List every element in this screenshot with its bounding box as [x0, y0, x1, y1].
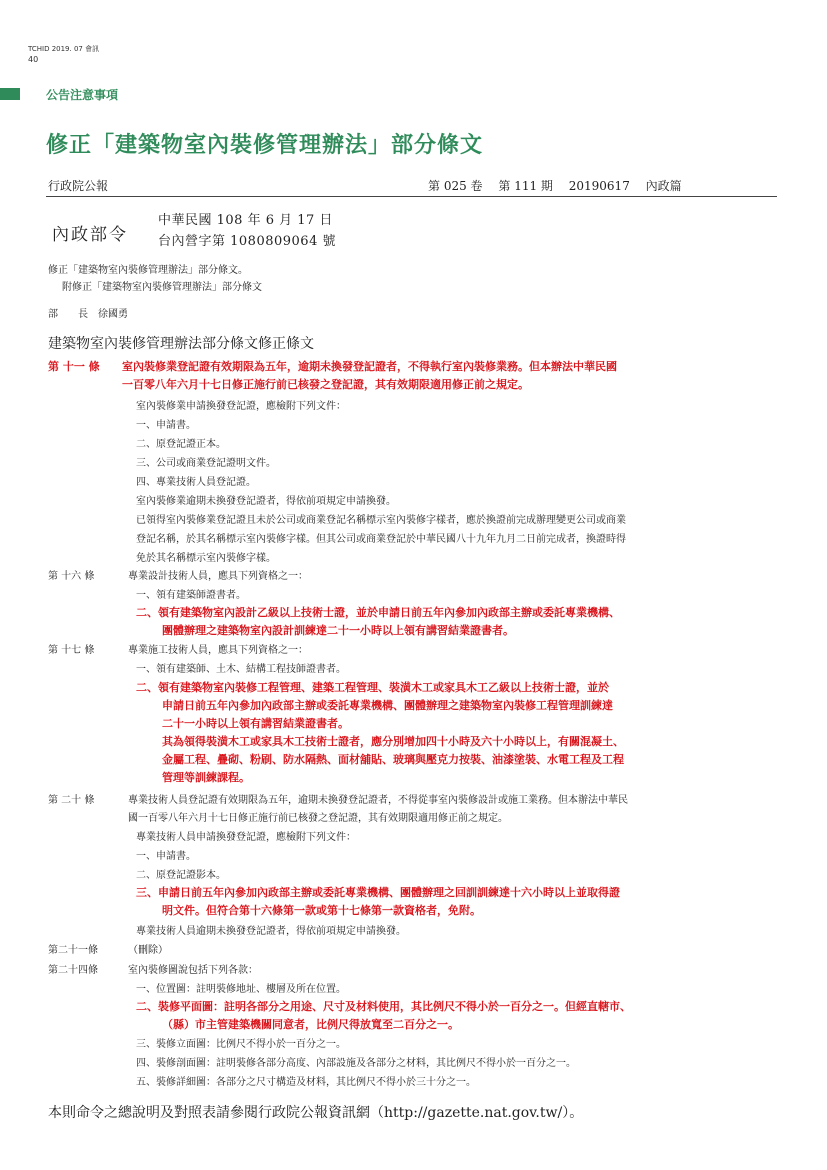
ministry-order: 內政部令 [52, 225, 128, 245]
list-item: 一、申請書。 [136, 851, 196, 862]
section-marker [0, 88, 20, 100]
article-label: 第 十六 條 [48, 571, 95, 582]
list-item: 二、裝修平面圖：註明各部分之用途、尺寸及材料使用，其比例尺不得小於一百分之一。但經直轄市、 [136, 1000, 631, 1013]
article-text: 專業施工技術人員，應具下列資格之一： [128, 645, 308, 656]
article-text: 室內裝修圖說包括下列各款： [128, 965, 258, 976]
list-item: 四、裝修剖面圖：註明裝修各部分高度、內部設施及各部分之材料，其比例尺不得小於一百分之一。 [136, 1058, 576, 1069]
article-text: 專業技術人員逾期未換發登記證者，得依前項規定申請換發。 [136, 926, 406, 937]
article-label: 第二十四條 [48, 965, 98, 976]
list-item: 管理等訓練課程。 [162, 771, 250, 784]
list-item: 二、原登記證正本。 [136, 439, 226, 450]
list-item: 申請日前五年內參加內政部主辦或委託專業機構、團體辦理之建築物室內裝修工程管理訓練達 [162, 699, 613, 712]
article-text: 登記名稱，於其名稱標示室內裝修字樣。但其公司或商業登記於中華民國八十九年九月二日前完成者，換證時得 [136, 534, 626, 545]
gazette-date: 20190617 [568, 179, 630, 193]
order-number: 台內營字第 1080809064 號 [158, 234, 336, 249]
minister-line: 部 長 徐國勇 [48, 309, 128, 320]
gazette-issue: 第 111 期 [498, 179, 553, 193]
gazette-category: 內政篇 [645, 179, 682, 193]
footer-note: 本則命令之總說明及對照表請參閱行政院公報資訊網（http://gazette.nat.gov.tw/）。 [48, 1105, 584, 1121]
article-text: 室內裝修業申請換發登記證，應檢附下列文件： [136, 401, 346, 412]
article-label: 第 十七 條 [48, 645, 95, 656]
list-item: 三、申請日前五年內參加內政部主辦或委託專業機構、團體辦理之回訓訓練達十六小時以上並取得證 [136, 886, 620, 899]
article-text: （刪除） [128, 945, 168, 956]
list-item: 二、領有建築物室內設計乙級以上技術士證，並於申請日前五年內參加內政部主辦或委託專業機構、 [136, 606, 620, 619]
list-item: （縣）市主管建築機關同意者，比例尺得放寬至二百分之一。 [162, 1018, 459, 1031]
list-item: 一、領有建築師證書者。 [136, 590, 246, 601]
list-item: 一、位置圖：註明裝修地址、樓層及所在位置。 [136, 984, 346, 995]
list-item: 四、專業技術人員登記證。 [136, 477, 256, 488]
article-text: 專業技術人員申請換發登記證，應檢附下列文件： [136, 832, 356, 843]
article-text: 專業技術人員登記證有效期限為五年，逾期未換發登記證者，不得從事室內裝修設計或施工業務。但本辦法中華民 [128, 795, 628, 806]
list-item: 一、領有建築師、土木、結構工程技師證書者。 [136, 664, 346, 675]
list-item: 三、公司或商業登記證明文件。 [136, 458, 276, 469]
article-text: 一百零八年六月十七日修正施行前已核發之登記證，其有效期限適用修正前之規定。 [122, 378, 529, 391]
article-label: 第 二十 條 [48, 795, 95, 806]
section-label: 公告注意事項 [46, 88, 119, 102]
list-item: 金屬工程、疊砌、粉刷、防水隔熱、面材舖貼、玻璃與壓克力按裝、油漆塗裝、水電工程及工程 [162, 753, 624, 766]
list-item: 二十一小時以上領有講習結業證書者。 [162, 717, 349, 730]
gazette-issue-info [428, 177, 694, 194]
article-label: 第 十一 條 [48, 360, 100, 373]
gazette-source: 行政院公報 [48, 179, 109, 193]
list-item: 二、原登記證影本。 [136, 870, 226, 881]
article-label: 第二十一條 [48, 945, 98, 956]
article-text: 國一百零八年六月十七日修正施行前已核發之登記證，其有效期限適用修正前之規定。 [128, 813, 508, 824]
gazette-volume: 第 025 卷 [428, 179, 483, 193]
magazine-header: TCHID 2019. 07 會訊 [28, 45, 100, 53]
article-text: 專業設計技術人員，應具下列資格之一： [128, 571, 308, 582]
article-text: 室內裝修業逾期未換發登記證者，得依前項規定申請換發。 [136, 496, 396, 507]
page-title: 修正「建築物室內裝修管理辦法」部分條文 [46, 133, 484, 158]
intro-attachment: 附修正「建築物室內裝修管理辦法」部分條文 [62, 282, 262, 293]
list-item: 一、申請書。 [136, 420, 196, 431]
list-item: 二、領有建築物室內裝修工程管理、建築工程管理、裝潢木工或家具木工乙級以上技術士證，並於 [136, 681, 609, 694]
page-number: 40 [28, 55, 39, 64]
list-item: 團體辦理之建築物室內設計訓練達二十一小時以上領有講習結業證書者。 [162, 624, 514, 637]
list-item: 其為領得裝潢木工或家具木工技術士證者，應分別增加四十小時及六十小時以上，有關混凝土、 [162, 735, 624, 748]
article-text: 免於其名稱標示室內裝修字樣。 [136, 553, 276, 564]
article-text: 室內裝修業登記證有效期限為五年，逾期未換發登記證者，不得執行室內裝修業務。但本辦法中華民國 [122, 360, 617, 373]
intro-line: 修正「建築物室內裝修管理辦法」部分條文。 [48, 265, 248, 276]
list-item: 五、裝修詳細圖：各部分之尺寸構造及材料，其比例尺不得小於三十分之一。 [136, 1077, 476, 1088]
list-item: 三、裝修立面圖：比例尺不得小於一百分之一。 [136, 1039, 346, 1050]
order-date: 中華民國 108 年 6 月 17 日 [158, 213, 333, 228]
article-text: 已領得室內裝修業登記證且未於公司或商業登記名稱標示室內裝修字樣者，應於換證前完成辦理變更公司或商業 [136, 515, 626, 526]
amendment-heading: 建築物室內裝修管理辦法部分條文修正條文 [48, 336, 314, 352]
list-item: 明文件。但符合第十六條第一款或第十七條第一款資格者，免附。 [162, 904, 481, 917]
divider [46, 196, 777, 197]
